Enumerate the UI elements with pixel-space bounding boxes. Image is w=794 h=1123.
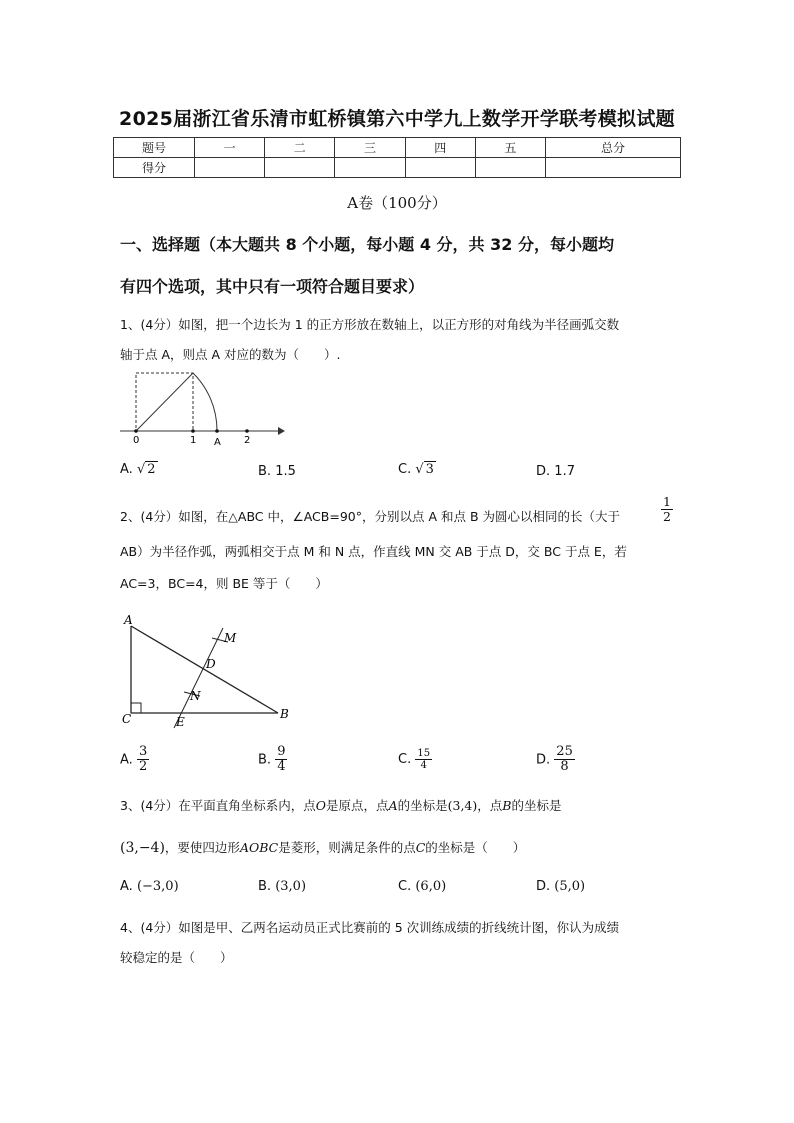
axis-arrow-icon (278, 427, 285, 435)
q3-option-c[interactable]: C. (6,0) (398, 879, 447, 894)
label-m: M (224, 631, 237, 645)
table-cell: 四 (405, 138, 475, 158)
label-b: B (280, 707, 289, 721)
axis-label-0: 0 (133, 435, 140, 446)
q3-option-d[interactable]: D. (5,0) (536, 879, 586, 894)
fraction: $\frac{3}{2}$ (138, 744, 148, 775)
axis-point (191, 429, 195, 433)
fraction: $\frac{15}{4}$ (417, 748, 431, 771)
table-cell: 一 (195, 138, 265, 158)
score-input-cell[interactable] (405, 158, 475, 178)
q3-option-a[interactable]: A. (−3,0) (120, 879, 179, 894)
q2-figure (118, 608, 298, 732)
table-cell: 三 (335, 138, 405, 158)
table-cell: 总分 (546, 138, 681, 158)
score-table-score-row (114, 158, 681, 178)
score-input-cell[interactable] (546, 158, 681, 178)
q4-text-line1: 4、(4分）如图是甲、乙两名运动员正式比赛前的 5 次训练成绩的折线统计图，你认为成绩 (120, 920, 620, 935)
axis-point (245, 429, 249, 433)
table-cell: 得分 (114, 158, 195, 178)
q4-text-line2: 较稳定的是（ ） (120, 950, 233, 965)
q3-text-line1: 3、(4分）在平面直角坐标系内，点O是原点，点A的坐标是(3,4)，点B的坐标是 (120, 798, 562, 813)
score-input-cell[interactable] (195, 158, 265, 178)
axis-label-A: A (214, 437, 221, 448)
diagonal-line (136, 373, 193, 431)
table-cell: 五 (475, 138, 545, 158)
q1-option-a[interactable]: A. √ 2 (120, 462, 156, 477)
q3-option-b[interactable]: B. (3,0) (258, 879, 307, 894)
q2-fraction: $\frac{1}{2}$ (663, 494, 671, 524)
axis-label-1: 1 (190, 435, 197, 446)
section-heading: A卷（100分） (347, 194, 447, 212)
q1-figure (118, 370, 288, 448)
sqrt-sign: √ 3 (415, 462, 434, 477)
score-input-cell[interactable] (475, 158, 545, 178)
exam-title: 2025届浙江省乐清市虹桥镇第六中学九上数学开学联考模拟试题 (119, 108, 675, 130)
fraction: $\frac{9}{4}$ (277, 744, 286, 775)
fraction: $\frac{25}{8}$ (556, 744, 573, 775)
arc (193, 373, 217, 431)
q1-option-d[interactable]: D. 1.7 (536, 464, 575, 479)
label-a: A (124, 613, 133, 627)
table-cell: 二 (265, 138, 335, 158)
q2-text-line3: AC=3，BC=4，则 BE 等于（ ） (120, 576, 328, 591)
score-input-cell[interactable] (265, 158, 335, 178)
q3-text-line2: (3,−4)，要使四边形AOBC是菱形，则满足条件的点C的坐标是（ ） (120, 840, 526, 856)
right-angle-mark (131, 703, 141, 713)
axis-label-2: 2 (244, 435, 251, 446)
q2-text-line1: 2、(4分）如图，在△ABC 中，∠ACB=90°，分别以点 A 和点 B 为圆心以相同的长（大于 (120, 509, 620, 524)
axis-point (134, 429, 138, 433)
q1-option-b[interactable]: B. 1.5 (258, 464, 296, 479)
part-heading-line2: 有四个选项，其中只有一项符合题目要求） (120, 277, 425, 296)
label-d: D (206, 657, 216, 671)
q1-text-line2: 轴于点 A，则点 A 对应的数为（ ）. (120, 347, 341, 362)
q2-option-c[interactable]: C. $\frac{15}{4}$ (398, 748, 431, 771)
q1-option-c[interactable]: C. √ 3 (398, 462, 434, 477)
axis-point (215, 429, 219, 433)
q2-option-a[interactable]: A. $\frac{3}{2}$ (120, 744, 148, 775)
score-input-cell[interactable] (335, 158, 405, 178)
part-heading-line1: 一、选择题（本大题共 8 个小题，每小题 4 分，共 32 分，每小题均 (120, 235, 614, 254)
label-n: N (190, 689, 201, 703)
score-table-header-row (114, 138, 681, 158)
q2-option-b[interactable]: B. $\frac{9}{4}$ (258, 744, 286, 775)
label-e: E (176, 715, 185, 729)
table-cell: 题号 (114, 138, 195, 158)
label-c: C (122, 712, 132, 726)
side-ab (131, 626, 278, 713)
q1-text-line1: 1、(4分）如图，把一个边长为 1 的正方形放在数轴上，以正方形的对角线为半径画弧交数 (120, 317, 620, 332)
score-table (113, 137, 681, 178)
q2-option-d[interactable]: D. $\frac{25}{8}$ (536, 744, 573, 775)
q2-text-line2: AB）为半径作弧，两弧相交于点 M 和 N 点，作直线 MN 交 AB 于点 D，交 BC 于点 E，若 (120, 544, 627, 559)
sqrt-sign: √ 2 (136, 462, 156, 477)
